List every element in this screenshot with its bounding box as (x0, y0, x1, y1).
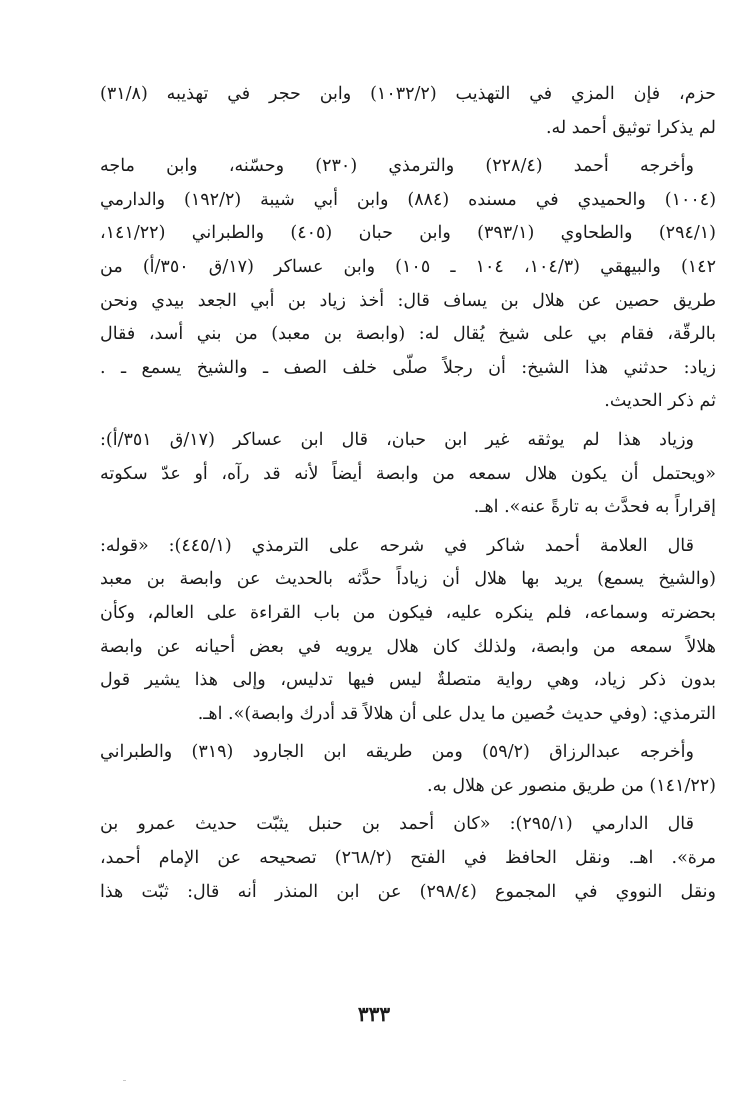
text-line: الترمذي: (وفي حديث حُصين ما يدل على أن هلالاً قد أدرك وابصة)». اهـ. (197, 703, 716, 724)
text-line: مرة». اهـ. ونقل الحافظ في الفتح (٢٦٨/٢) تصحيحه عن الإمام أحمد، (100, 848, 716, 869)
paragraph-3 (100, 424, 716, 525)
page-number: ٣٣٣ (357, 1002, 391, 1026)
text-line: (١٤١/٢٢) من طريق منصور عن هلال به. (427, 775, 716, 796)
paragraph-6 (100, 808, 716, 909)
text-line: وأخرجه عبدالرزاق (٥٩/٢) ومن طريقه ابن الجارود (٣١٩) والطبراني (100, 742, 694, 763)
paragraph-1 (100, 78, 716, 145)
text-line: «ويحتمل أن يكون هلال سمعه من وابصة أيضاً لأنه قد رآه، أو عدّ سكوته (100, 463, 716, 484)
text-line: (١٠٠٤) والحميدي في مسنده (٨٨٤) وابن أبي شيبة (١٩٢/٢) والدارمي (100, 189, 717, 210)
text-line: ونقل النووي في المجموع (٢٩٨/٤) عن ابن المنذر أنه قال: ثبّت هذا (100, 881, 716, 902)
paragraph-4 (100, 530, 716, 732)
text-line: قال العلامة أحمد شاكر في شرحه على الترمذي (٤٤٥/١): «قوله: (100, 535, 694, 556)
text-line: زياد: حدثني هذا الشيخ: أن رجلاً صلّى خلف الصف ـ والشيخ يسمع ـ . (100, 357, 716, 378)
text-line: هلالاً سمعه من وابصة، ولذلك كان هلال يرويه في بعض أحيانه عن وابصة (100, 636, 716, 657)
text-line: ثم ذكر الحديث. (604, 391, 716, 412)
text-line: طريق حصين عن هلال بن يساف قال: أخذ زياد بن أبي الجعد بيدي ونحن (100, 290, 716, 311)
text-line: قال الدارمي (٢٩٥/١): «كان أحمد بن حنبل يثبّت حديث عمرو بن (100, 814, 694, 835)
text-line: لم يذكرا توثيق أحمد له. (545, 117, 716, 138)
text-line: بالرقّة، فقام بي على شيخ يُقال له: (وابصة بن معبد) من بني أسد، فقال (100, 324, 716, 345)
text-line: (٢٩٤/١) والطحاوي (٣٩٣/١) وابن حبان (٤٠٥) والطبراني (١٤١/٢٢، (100, 223, 716, 244)
text-line: وأخرجه أحمد (٢٢٨/٤) والترمذي (٢٣٠) وحسّنه، وابن ماجه (100, 156, 694, 177)
page-body (100, 78, 716, 914)
text-line: (والشيخ يسمع) يريد بها هلال أن زياداً حدَّثه بالحديث عن وابصة بن معبد (100, 569, 716, 590)
paragraph-5 (100, 736, 716, 803)
scan-speck (123, 1080, 126, 1081)
text-line: حزم، فإن المزي في التهذيب (١٠٣٢/٢) وابن حجر في تهذيبه (٣١/٨) (100, 84, 716, 104)
paragraph-2 (100, 150, 716, 419)
text-line: بحضرته وسماعه، فلم ينكره عليه، فيكون من باب القراءة على العالم، وكأن (100, 602, 716, 623)
text-line: إقراراً به فحدَّث به تارةً عنه». اهـ. (473, 497, 716, 518)
text-line: بدون ذكر زياد، وهي رواية متصلةٌ ليس فيها تدليس، وإلى هذا يشير قول (100, 670, 716, 691)
text-line: وزياد هذا لم يوثقه غير ابن حبان، قال ابن عساكر (١٧/ق ٣٥١/أ): (100, 429, 694, 450)
text-line: ١٤٢) والبيهقي (١٠٤/٣، ١٠٤ ـ ١٠٥) وابن عساكر (١٧/ق ٣٥٠/أ) من (100, 256, 716, 277)
